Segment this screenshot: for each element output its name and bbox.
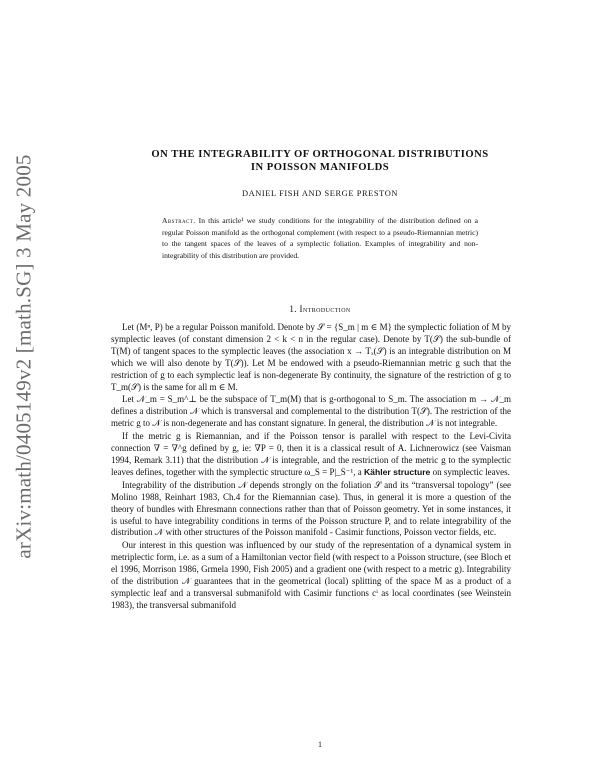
paragraph (111, 540, 511, 611)
kahler-structure-bold: Kähler structure (363, 466, 431, 477)
arxiv-identifier-stamp (2, 130, 46, 582)
abstract-text: In this article¹ we study conditions for the integrability of the distribution defined on a regular Poisson manifold as the orthogonal complement (with respect to a pseudo-Riemannian metric) to the tangent spaces of the leaves of a symplectic foliation. Examples of integrability and non-integrability of this distribution are provided. (162, 216, 478, 260)
paragraph-text: Let (Mⁿ, P) be a regular Poisson manifold. Denote by 𝒮 = {S_m | m ∈ M} the symplectic foliation of M by symplectic leaves (of constant dimension 2 < k < n in the regular case). Denote by T(𝒮) the sub-bundle of T(M) of tangent spaces to the symplectic leaves (the association x → Tₓ(𝒮) is an integrable distribution on M which we will also denote by T(𝒮)). Let M be endowed with a pseudo-Riemannian metric g such that the restriction of g to each symplectic leaf is non-degenerate By continuity, the signature of the restriction of g to T_m(𝒮) is the same for all m ∈ M. (111, 322, 511, 392)
section-title: Introduction (299, 304, 351, 314)
paragraph-text-tail: on symplectic leaves. (430, 466, 510, 477)
paragraph (111, 480, 511, 540)
paragraph-text: Let 𝒩_m = S_m^⊥ be the subspace of T_m(M) that is g-orthogonal to S_m. The association m → 𝒩_m defines a distribution 𝒩 which is transversal and complemental to the distribution T(𝒮). The restriction of the metric g to 𝒩 is non-degenerate and has constant signature. In general, the distribution 𝒩 is not integrable. (111, 394, 511, 429)
paragraph-text: If the metric g is Riemannian, and if the Poisson tensor is parallel with respect to the Levi-Civita connection ∇ = ∇^g defined by g, ie: ∇P = 0, then it is a classical result of A. Lichnerowicz (see Vaisman 1994, Remark 3.11) that the distribution 𝒩 is integrable, and the restriction of the metric g to the symplectic leaves defines, together with the symplectic structure ω_S = P|_S⁻¹, a (111, 431, 511, 477)
paragraph (111, 394, 511, 430)
paper-title-line-2: IN POISSON MANIFOLDS (250, 162, 390, 173)
arxiv-identifier-text: arXiv:math/0405149v2 [math.SG] 3 May 2005 (11, 153, 36, 559)
authors: DANIEL FISH AND SERGE PRESTON (241, 189, 399, 198)
body-text (111, 322, 511, 613)
paragraph (111, 431, 511, 479)
paragraph-text: Our interest in this question was influenced by our study of the representation of a dynamical system in metriplectic form, i.e. as a sum of a Hamiltonian vector field (with respect to a Poisson structure, (see Bloch et el 1996, Morrison 1986, Grmela 1990, Fish 2005) and a gradient one (with respect to a metric g). Integrability of the distribution 𝒩 guarantees that in the geometrical (local) splitting of the space M as a product of a symplectic leaf and a transversal submanifold with Casimir functions cⁱ as local coordinates (see Weinstein 1983), the transversal submanifold (111, 540, 511, 610)
abstract (162, 215, 478, 261)
abstract-label: Abstract. (162, 216, 196, 225)
section-heading (100, 304, 540, 314)
paragraph-text: Integrability of the distribution 𝒩 depends strongly on the foliation 𝒮 and its “transversal topology” (see Molino 1988, Reinhart 1983, Ch.4 for the Riemannian case). Thus, in general it is more a question of the theory of bundles with Ehresmann connections rather than that of Poisson geometry. Yet in some instances, it is useful to have integrability conditions in terms of the Poisson structure P, and to relate integrability of the distribution 𝒩 with other structures of the Poisson manifold - Casimir functions, Poisson vector fields, etc. (111, 479, 511, 538)
section-number: 1. (289, 304, 297, 314)
paper-title-line-1: ON THE INTEGRABILITY OF ORTHOGONAL DISTRIBUTIONS (151, 149, 489, 160)
page-number: 1 (318, 740, 322, 749)
paragraph (111, 322, 511, 393)
